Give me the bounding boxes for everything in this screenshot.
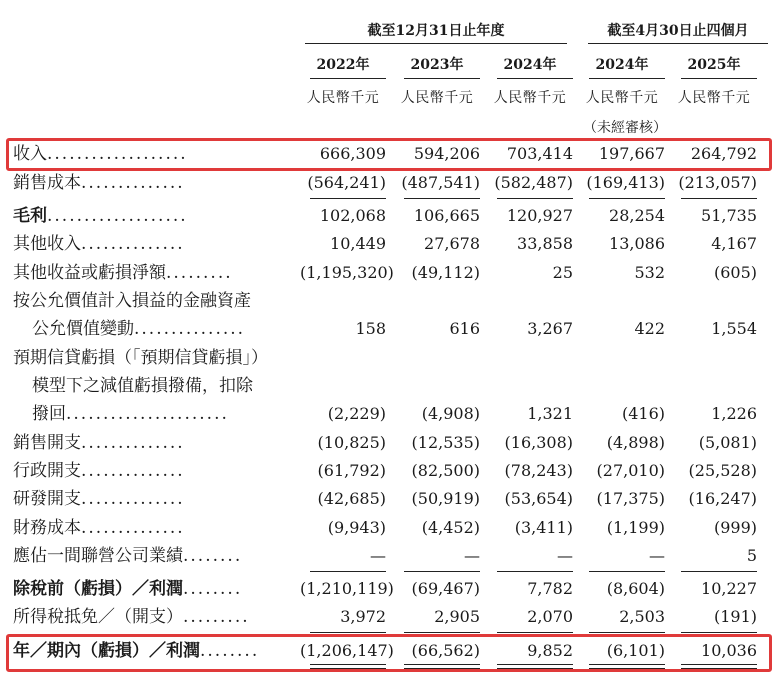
cell: (69,467) xyxy=(411,579,480,598)
cell: (17,375) xyxy=(596,489,665,508)
cell: (61,792) xyxy=(317,461,386,480)
table-row-share-of-associate xyxy=(0,542,783,570)
cell: 25 xyxy=(552,263,573,282)
cell: 13,086 xyxy=(609,234,665,253)
cell: (53,654) xyxy=(504,489,573,508)
table-row-ecl-subheading xyxy=(0,372,783,400)
cell: (66,562) xyxy=(411,641,480,660)
group-rule-four-months xyxy=(588,43,768,44)
table-row-fvtpl-heading xyxy=(0,287,783,315)
cell: 3,972 xyxy=(340,607,386,626)
table-row-gross-profit xyxy=(0,202,783,230)
table-row-profit-before-tax xyxy=(0,575,783,603)
cell: (49,112) xyxy=(411,263,480,282)
subtotal-rule xyxy=(404,198,480,199)
subtotal-rule xyxy=(404,571,480,572)
cell: 1,321 xyxy=(527,404,573,423)
subtotal-rule xyxy=(497,632,573,633)
cell: — xyxy=(464,546,480,565)
table-row-reversal xyxy=(0,400,783,428)
cell: (5,081) xyxy=(698,433,757,452)
unit-header: 人民幣千元 xyxy=(400,90,474,106)
cell: (42,685) xyxy=(317,489,386,508)
year-header-5: 2025年 xyxy=(687,57,741,73)
cell: (1,195,320) xyxy=(300,263,394,282)
cell: (169,413) xyxy=(586,173,665,192)
year-header-2: 2023年 xyxy=(410,57,464,73)
row-label: 預期信貸虧損（「預期信貸虧損」） xyxy=(13,348,268,368)
cell: 102,068 xyxy=(319,206,386,225)
cell: (82,500) xyxy=(411,461,480,480)
unaudited-note: （未經審核） xyxy=(583,120,667,136)
cell: 27,678 xyxy=(424,234,480,253)
row-label: 撥回...................... xyxy=(32,404,229,424)
year-rule xyxy=(497,78,573,79)
unit-header: 人民幣千元 xyxy=(585,90,659,106)
year-header-3: 2024年 xyxy=(503,57,557,73)
cell: 2,503 xyxy=(619,607,665,626)
cell: 422 xyxy=(634,319,665,338)
cell: 616 xyxy=(449,319,480,338)
cell: (605) xyxy=(713,263,757,282)
table-row-ecl-heading xyxy=(0,344,783,372)
cell: — xyxy=(370,546,386,565)
cell: 158 xyxy=(355,319,386,338)
subtotal-rule xyxy=(404,632,480,633)
subtotal-rule xyxy=(681,632,757,633)
year-header-1: 2022年 xyxy=(316,57,370,73)
cell: (416) xyxy=(621,404,665,423)
cell: 106,665 xyxy=(413,206,480,225)
year-header-4: 2024年 xyxy=(595,57,649,73)
cell: 1,554 xyxy=(711,319,757,338)
cell: 1,226 xyxy=(711,404,757,423)
row-label: 年／期內（虧損）／利潤........ xyxy=(13,641,260,661)
cell: (4,898) xyxy=(606,433,665,452)
cell: (10,825) xyxy=(317,433,386,452)
cell: (1,199) xyxy=(606,518,665,537)
cell: 4,167 xyxy=(711,234,757,253)
subtotal-rule xyxy=(589,198,665,199)
subtotal-rule xyxy=(310,571,386,572)
subtotal-rule xyxy=(497,571,573,572)
year-rule xyxy=(310,78,386,79)
cell: (3,411) xyxy=(514,518,573,537)
cell: 7,782 xyxy=(527,579,573,598)
row-label: 行政開支.............. xyxy=(13,461,185,481)
subtotal-rule xyxy=(589,571,665,572)
cell: 33,858 xyxy=(517,234,573,253)
subtotal-rule xyxy=(497,198,573,199)
row-label: 應佔一間聯營公司業績........ xyxy=(13,546,243,566)
table-row-rd-expenses xyxy=(0,485,783,513)
row-label: 收入................... xyxy=(13,144,188,164)
row-label: 研發開支.............. xyxy=(13,489,185,509)
table-row-finance-costs xyxy=(0,514,783,542)
unit-header: 人民幣千元 xyxy=(493,90,567,106)
year-rule xyxy=(589,78,665,79)
cell: 10,036 xyxy=(701,641,757,660)
cell: 28,254 xyxy=(609,206,665,225)
cell: (78,243) xyxy=(504,461,573,480)
cell: 197,667 xyxy=(598,144,665,163)
subtotal-rule xyxy=(310,632,386,633)
subtotal-rule xyxy=(681,198,757,199)
unit-header: 人民幣千元 xyxy=(306,90,380,106)
cell: 10,227 xyxy=(701,579,757,598)
cell: 666,309 xyxy=(319,144,386,163)
unit-header: 人民幣千元 xyxy=(677,90,751,106)
cell: 264,792 xyxy=(690,144,757,163)
cell: 5 xyxy=(746,546,757,565)
table-row-fair-value-change xyxy=(0,315,783,343)
group-rule-annual xyxy=(305,43,567,44)
row-label: 除稅前（虧損）／利潤........ xyxy=(13,579,243,599)
highlight-box-revenue xyxy=(6,138,772,171)
cell: (6,101) xyxy=(606,641,665,660)
cell: (1,206,147) xyxy=(300,641,394,660)
row-label: 按公允價值計入損益的金融資產 xyxy=(13,291,251,311)
cell: 9,852 xyxy=(527,641,573,660)
row-label: 其他收益或虧損淨額......... xyxy=(13,263,233,283)
table-row-selling-expenses xyxy=(0,429,783,457)
cell: 2,070 xyxy=(527,607,573,626)
cell: 51,735 xyxy=(701,206,757,225)
cell: (4,452) xyxy=(421,518,480,537)
cell: (8,604) xyxy=(606,579,665,598)
row-label: 所得稅抵免／（開支）......... xyxy=(13,607,250,627)
cell: 594,206 xyxy=(413,144,480,163)
year-rule xyxy=(404,78,480,79)
cell: (564,241) xyxy=(307,173,386,192)
table-row-income-tax xyxy=(0,603,783,631)
cell: (16,308) xyxy=(504,433,573,452)
row-label: 銷售成本.............. xyxy=(13,173,185,193)
cell: (16,247) xyxy=(688,489,757,508)
cell: (582,487) xyxy=(494,173,573,192)
cell: 10,449 xyxy=(330,234,386,253)
cell: (191) xyxy=(713,607,757,626)
cell: (12,535) xyxy=(411,433,480,452)
cell: (999) xyxy=(713,518,757,537)
cell: (4,908) xyxy=(421,404,480,423)
highlight-box-net-profit xyxy=(6,634,772,672)
cell: 703,414 xyxy=(506,144,573,163)
cell: (50,919) xyxy=(411,489,480,508)
cell: 2,905 xyxy=(434,607,480,626)
cell: (487,541) xyxy=(401,173,480,192)
cell: 532 xyxy=(634,263,665,282)
subtotal-rule xyxy=(681,571,757,572)
cell: 3,267 xyxy=(527,319,573,338)
cell: — xyxy=(557,546,573,565)
row-label: 財務成本.............. xyxy=(13,518,185,538)
table-row-other-income xyxy=(0,230,783,258)
subtotal-rule xyxy=(310,198,386,199)
group-header-annual: 截至12月31日止年度 xyxy=(367,23,505,39)
table-row-admin-expenses xyxy=(0,457,783,485)
cell: (2,229) xyxy=(327,404,386,423)
cell: (27,010) xyxy=(596,461,665,480)
row-label: 公允價值變動............... xyxy=(32,319,246,339)
cell: (9,943) xyxy=(327,518,386,537)
cell: (1,210,119) xyxy=(300,579,394,598)
row-label: 其他收入.............. xyxy=(13,234,185,254)
row-label: 模型下之減值虧損撥備，扣除 xyxy=(32,376,253,396)
row-label: 銷售開支.............. xyxy=(13,433,185,453)
group-header-four-months: 截至4月30日止四個月 xyxy=(607,23,749,39)
cell: 120,927 xyxy=(506,206,573,225)
subtotal-rule xyxy=(589,632,665,633)
cell: (25,528) xyxy=(688,461,757,480)
row-label: 毛利................... xyxy=(13,206,188,226)
cell: — xyxy=(649,546,665,565)
table-row-cost-of-sales xyxy=(0,169,783,197)
year-rule xyxy=(681,78,757,79)
cell: (213,057) xyxy=(678,173,757,192)
table-row-other-gains-losses xyxy=(0,259,783,287)
